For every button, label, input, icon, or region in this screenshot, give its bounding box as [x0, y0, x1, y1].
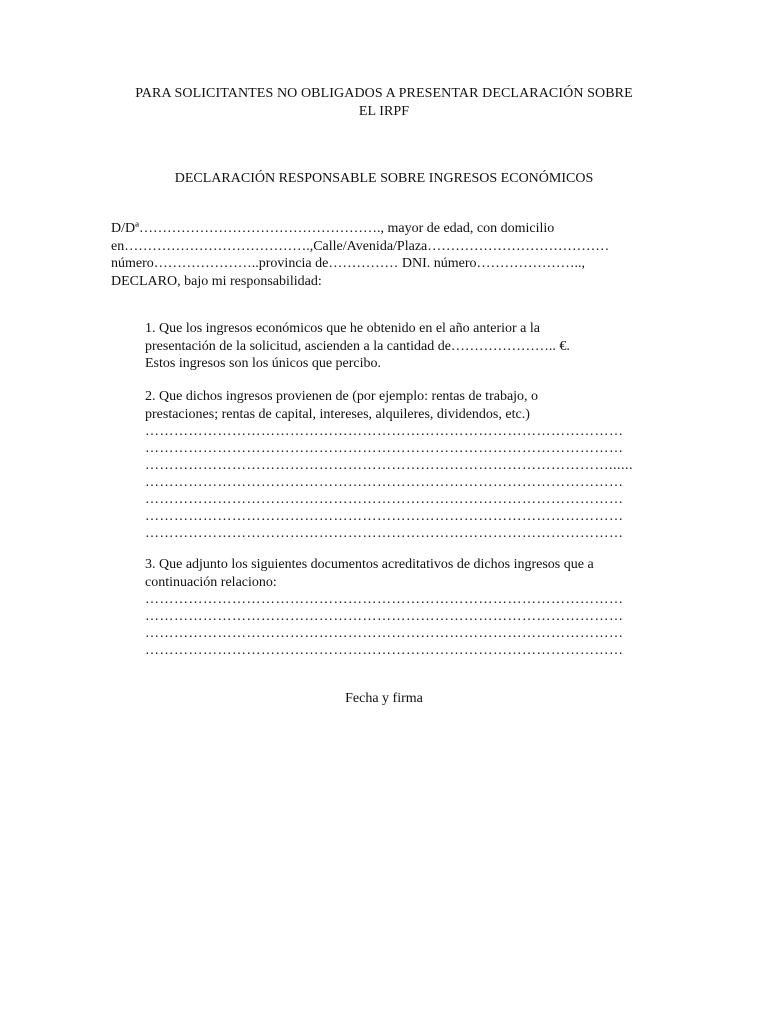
- fill-in-dotted-line[interactable]: ………………………………………………………………………………………: [145, 526, 624, 541]
- section-1-line: Estos ingresos son los únicos que percibo.: [145, 356, 382, 371]
- fill-in-dotted-line[interactable]: ………………………………………………………………………………………: [145, 643, 624, 658]
- signature-label: Fecha y firma: [345, 691, 423, 706]
- header-title: [100, 85, 668, 120]
- declarant-line: número…………………..provincia de…………… DNI. número…………………..,: [111, 256, 585, 271]
- declarant-line: DECLARO, bajo mi responsabilidad:: [111, 273, 322, 289]
- section-2-line: 2. Que dichos ingresos provienen de (por ejemplo: rentas de trabajo, o: [145, 389, 539, 404]
- section-3: [145, 556, 665, 659]
- fill-in-dotted-line[interactable]: ………………………………………………………………………………………: [145, 492, 624, 507]
- fill-in-dotted-line[interactable]: ………………………………………………………………………………………: [145, 424, 624, 439]
- fill-in-dotted-line[interactable]: ………………………………………………………………………………………: [145, 609, 624, 624]
- header-line: EL IRPF: [358, 103, 410, 119]
- fill-in-dotted-line[interactable]: ………………………………………………………………………………………: [145, 626, 624, 641]
- fill-in-dotted-line[interactable]: ………………………………………………………………………………………: [145, 592, 624, 607]
- section-3-line: 3. Que adjunto los siguientes documentos acreditativos de dichos ingresos que a: [145, 557, 594, 572]
- declarant-block: [111, 220, 671, 290]
- section-1-line: 1. Que los ingresos económicos que he obtenido en el año anterior a la: [145, 321, 540, 336]
- section-2-line: prestaciones; rentas de capital, intereses, alquileres, dividendos, etc.): [145, 406, 530, 422]
- fill-in-dotted-line[interactable]: ……………………………………………………………………………………......: [145, 458, 633, 473]
- declarant-line: en………………………………….,Calle/Avenida/Plaza…………………………………: [111, 238, 610, 254]
- section-1-line: presentación de la solicitud, ascienden a la cantidad de………………….. €.: [145, 338, 570, 354]
- header-line: PARA SOLICITANTES NO OBLIGADOS A PRESENTAR DECLARACIÓN SOBRE: [135, 86, 633, 101]
- main-title: DECLARACIÓN RESPONSABLE SOBRE INGRESOS ECONÓMICOS: [174, 171, 594, 186]
- section-1: [145, 320, 665, 373]
- section-3-line: continuación relaciono:: [145, 574, 277, 590]
- fill-in-dotted-line[interactable]: ………………………………………………………………………………………: [145, 509, 624, 524]
- fill-in-dotted-line[interactable]: ………………………………………………………………………………………: [145, 475, 624, 490]
- declarant-line: D/Dª……………………………………………., mayor de edad, con domicilio: [111, 221, 555, 236]
- section-2: [145, 388, 665, 542]
- fill-in-dotted-line[interactable]: ………………………………………………………………………………………: [145, 441, 624, 456]
